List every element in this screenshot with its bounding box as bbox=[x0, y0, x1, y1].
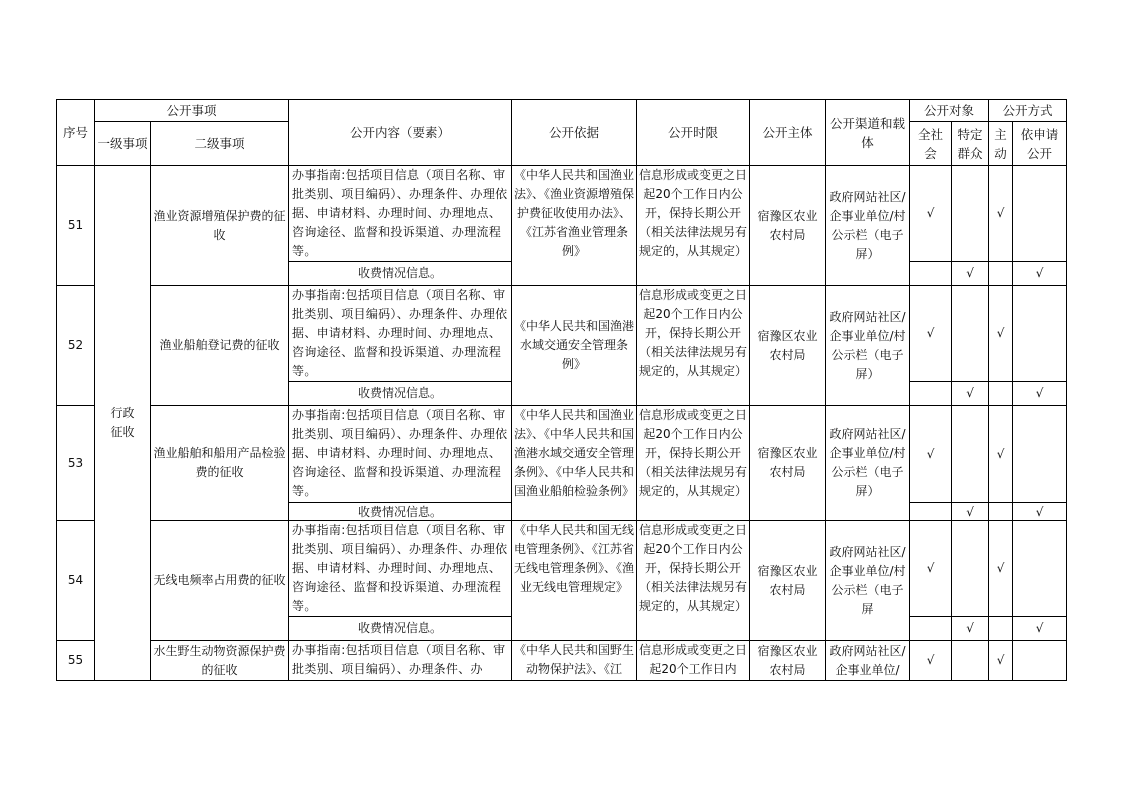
guide-text: 办事指南:包括项目信息（项目名称、审批类别、项目编码）、办理条件、办理依据、申请材料、办理时间、办理地点、咨询途径、监督和投诉渠道、办理流程等。 bbox=[289, 406, 512, 503]
channel-text: 政府网站社区/企事业单位/村公示栏（电子屏） bbox=[826, 166, 910, 286]
check-mark: √ bbox=[1013, 503, 1067, 521]
subject-text: 宿豫区农业农村局 bbox=[750, 641, 826, 681]
header-time-limit: 公开时限 bbox=[637, 100, 750, 166]
table-row bbox=[57, 641, 1067, 681]
time-limit-text: 信息形成或变更之日起20个工作日内 bbox=[637, 641, 750, 681]
check-mark: √ bbox=[989, 521, 1013, 617]
check-mark: √ bbox=[910, 521, 952, 617]
item-name: 渔业船舶和船用产品检验费的征收 bbox=[151, 406, 289, 521]
time-limit-text: 信息形成或变更之日起20个工作日内公开，保持长期公开（相关法律法规另有规定的，从其规定） bbox=[637, 521, 750, 641]
guide-text: 办事指南:包括项目信息（项目名称、审批类别、项目编码）、办理条件、办理依据、申请材料、办理时间、办理地点、咨询途径、监督和投诉渠道、办理流程等。 bbox=[289, 286, 512, 382]
check-mark: √ bbox=[989, 166, 1013, 262]
header-seq: 序号 bbox=[57, 100, 95, 166]
fee-text: 收费情况信息。 bbox=[289, 382, 512, 406]
empty-cell bbox=[952, 286, 989, 382]
check-mark: √ bbox=[1013, 617, 1067, 641]
row-number: 53 bbox=[57, 406, 95, 521]
item-name: 渔业船舶登记费的征收 bbox=[151, 286, 289, 406]
table-row bbox=[57, 166, 1067, 262]
header-level2: 二级事项 bbox=[151, 122, 289, 166]
empty-cell bbox=[952, 641, 989, 681]
disclosure-table bbox=[56, 99, 1067, 681]
subject-text: 宿豫区农业农村局 bbox=[750, 166, 826, 286]
header-mode: 公开方式 bbox=[989, 100, 1067, 122]
empty-cell bbox=[910, 617, 952, 641]
header-level1: 一级事项 bbox=[95, 122, 151, 166]
empty-cell bbox=[989, 617, 1013, 641]
empty-cell bbox=[952, 406, 989, 503]
empty-cell bbox=[1013, 286, 1067, 382]
basis-text: 《中华人民共和国渔业法》、《渔业资源增殖保护费征收使用办法》、《江苏省渔业管理条例》 bbox=[512, 166, 637, 286]
check-mark: √ bbox=[952, 503, 989, 521]
basis-text: 《中华人民共和国渔业法》、《中华人民共和国渔港水域交通安全管理条例》、《中华人民共和国渔业船舶检验条例》 bbox=[512, 406, 637, 521]
channel-text: 政府网站社区/企事业单位/村公示栏（电子屏） bbox=[826, 406, 910, 521]
empty-cell bbox=[952, 521, 989, 617]
row-number: 51 bbox=[57, 166, 95, 286]
basis-text: 《中华人民共和国野生动物保护法》、《江 bbox=[512, 641, 637, 681]
header-content: 公开内容（要素） bbox=[289, 100, 512, 166]
check-mark: √ bbox=[910, 166, 952, 262]
header-mode-active: 主动 bbox=[989, 122, 1013, 166]
item-name: 渔业资源增殖保护费的征收 bbox=[151, 166, 289, 286]
header-items: 公开事项 bbox=[95, 100, 289, 122]
header-mode-apply: 依申请公开 bbox=[1013, 122, 1067, 166]
table-row bbox=[57, 286, 1067, 382]
item-name: 水生野生动物资源保护费的征收 bbox=[151, 641, 289, 681]
time-limit-text: 信息形成或变更之日起20个工作日内公开，保持长期公开（相关法律法规另有规定的，从其规定） bbox=[637, 406, 750, 521]
header-basis: 公开依据 bbox=[512, 100, 637, 166]
fee-text: 收费情况信息。 bbox=[289, 262, 512, 286]
check-mark: √ bbox=[910, 286, 952, 382]
channel-text: 政府网站社区/企事业单位/ bbox=[826, 641, 910, 681]
basis-text: 《中华人民共和国无线电管理条例》、《江苏省无线电管理条例》、《渔业无线电管理规定》 bbox=[512, 521, 637, 641]
empty-cell bbox=[910, 503, 952, 521]
subject-text: 宿豫区农业农村局 bbox=[750, 286, 826, 406]
basis-text: 《中华人民共和国渔港水域交通安全管理条例》 bbox=[512, 286, 637, 406]
table-row bbox=[57, 406, 1067, 503]
check-mark: √ bbox=[989, 406, 1013, 503]
guide-text: 办事指南:包括项目信息（项目名称、审批类别、项目编码）、办理条件、办理依据、申请材料、办理时间、办理地点、咨询途径、监督和投诉渠道、办理流程等。 bbox=[289, 521, 512, 617]
time-limit-text: 信息形成或变更之日起20个工作日内公开，保持长期公开（相关法律法规另有规定的，从其规定） bbox=[637, 286, 750, 406]
empty-cell bbox=[989, 262, 1013, 286]
header-subject: 公开主体 bbox=[750, 100, 826, 166]
header-channel: 公开渠道和载体 bbox=[826, 100, 910, 166]
channel-text: 政府网站社区/企事业单位/村公示栏（电子屏 bbox=[826, 521, 910, 641]
table-row bbox=[57, 521, 1067, 617]
empty-cell bbox=[910, 262, 952, 286]
empty-cell bbox=[989, 382, 1013, 406]
channel-text: 政府网站社区/企事业单位/村公示栏（电子屏） bbox=[826, 286, 910, 406]
check-mark: √ bbox=[910, 641, 952, 681]
category-cell: 行政征收 bbox=[95, 166, 151, 681]
time-limit-text: 信息形成或变更之日起20个工作日内公开，保持长期公开（相关法律法规另有规定的，从其规定） bbox=[637, 166, 750, 286]
check-mark: √ bbox=[989, 641, 1013, 681]
subject-text: 宿豫区农业农村局 bbox=[750, 406, 826, 521]
check-mark: √ bbox=[952, 617, 989, 641]
header-target-all: 全社会 bbox=[910, 122, 952, 166]
check-mark: √ bbox=[910, 406, 952, 503]
empty-cell bbox=[910, 382, 952, 406]
empty-cell bbox=[989, 503, 1013, 521]
fee-text: 收费情况信息。 bbox=[289, 617, 512, 641]
check-mark: √ bbox=[952, 382, 989, 406]
subject-text: 宿豫区农业农村局 bbox=[750, 521, 826, 641]
check-mark: √ bbox=[1013, 262, 1067, 286]
fee-text: 收费情况信息。 bbox=[289, 503, 512, 521]
empty-cell bbox=[952, 166, 989, 262]
check-mark: √ bbox=[1013, 382, 1067, 406]
header-target: 公开对象 bbox=[910, 100, 989, 122]
item-name: 无线电频率占用费的征收 bbox=[151, 521, 289, 641]
row-number: 55 bbox=[57, 641, 95, 681]
empty-cell bbox=[1013, 406, 1067, 503]
guide-text: 办事指南:包括项目信息（项目名称、审批类别、项目编码）、办理条件、办 bbox=[289, 641, 512, 681]
check-mark: √ bbox=[989, 286, 1013, 382]
check-mark: √ bbox=[952, 262, 989, 286]
row-number: 52 bbox=[57, 286, 95, 406]
empty-cell bbox=[1013, 521, 1067, 617]
header-target-specific: 特定群众 bbox=[952, 122, 989, 166]
guide-text: 办事指南:包括项目信息（项目名称、审批类别、项目编码）、办理条件、办理依据、申请材料、办理时间、办理地点、咨询途径、监督和投诉渠道、办理流程等。 bbox=[289, 166, 512, 262]
row-number: 54 bbox=[57, 521, 95, 641]
empty-cell bbox=[1013, 166, 1067, 262]
empty-cell bbox=[1013, 641, 1067, 681]
